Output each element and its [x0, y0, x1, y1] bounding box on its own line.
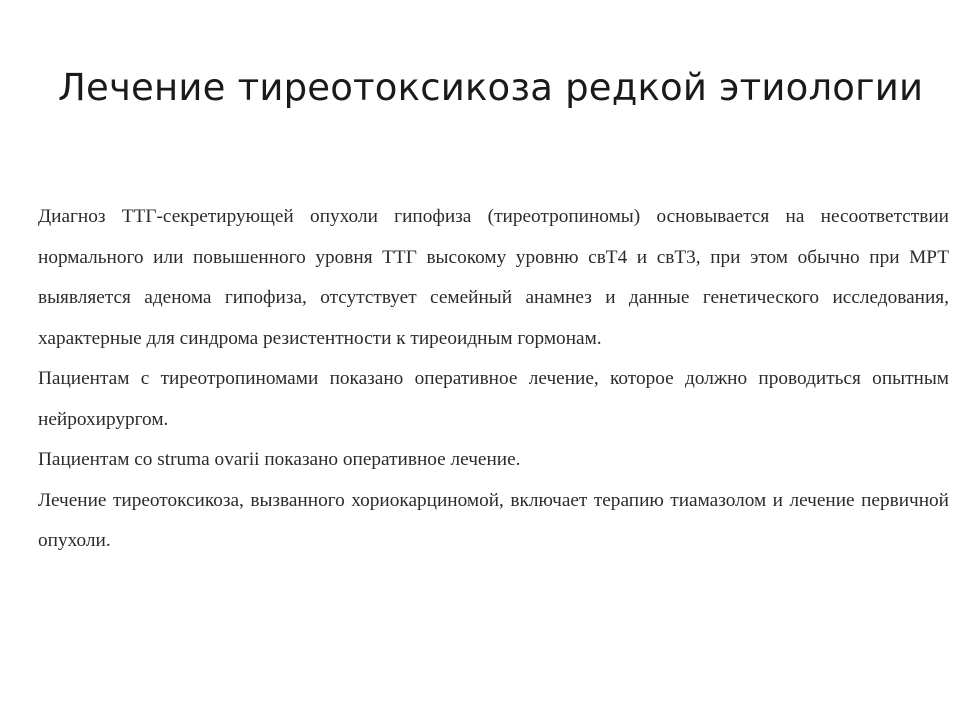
- paragraph-choriocarcinoma: Лечение тиреотоксикоза, вызванного хориокарциномой, включает терапию тиамазолом и лечение первичной опухоли.: [38, 489, 949, 551]
- slide-body-text: [38, 197, 949, 562]
- slide-title: Лечение тиреотоксикоза редкой этиологии: [58, 66, 924, 109]
- paragraph-diagnosis: Диагноз ТТГ-секретирующей опухоли гипофиза (тиреотропиномы) основывается на несоответствии нормального или повышенного уровня ТТГ высокому уровню свТ4 и свТ3, при этом обычно при МРТ выявляется аденома гипофиза, отсутствует семейный анамнез и данные генетического исследования, характерные для синдрома резистентности к тиреоидным гормонам.: [38, 206, 949, 349]
- paragraph-struma-ovarii: Пациентам со struma ovarii показано оперативное лечение.: [38, 449, 521, 470]
- paragraph-thyrotropinoma-treatment: Пациентам с тиреотропиномами показано оперативное лечение, которое должно проводиться опытным нейрохирургом.: [38, 368, 949, 430]
